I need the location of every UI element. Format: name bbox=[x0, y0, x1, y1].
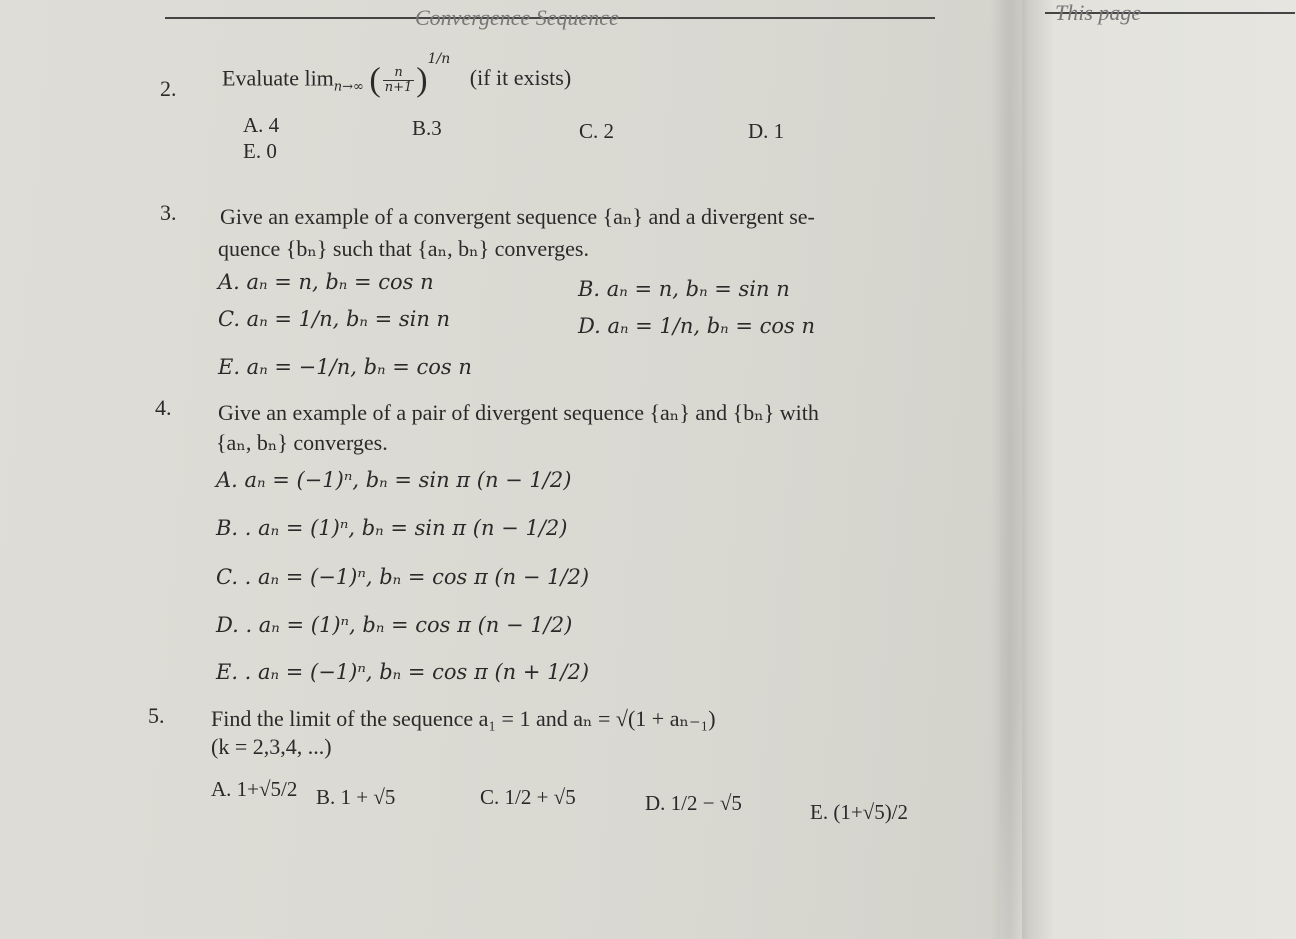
question-5-option-c: C. 1/2 + √5 bbox=[480, 785, 576, 809]
question-2-option-c: C. 2 bbox=[579, 119, 615, 143]
question-4-option-d: D. . aₙ = (1)ⁿ, bₙ = cos π (n − 1/2) bbox=[216, 613, 573, 637]
question-3-line-2: quence {bₙ} such that {aₙ, bₙ} converges. bbox=[218, 236, 589, 261]
question-5-line-2: (k = 2,3,4, ...) bbox=[211, 734, 332, 759]
question-2-prefix: Evaluate lim bbox=[222, 65, 334, 91]
question-4-number: 4. bbox=[155, 395, 172, 420]
question-2-fraction bbox=[383, 66, 415, 94]
question-3-option-b: B. aₙ = n, bₙ = sin n bbox=[578, 277, 790, 301]
question-5-option-d: D. 1/2 − √5 bbox=[645, 791, 742, 815]
question-3-option-c: C. aₙ = 1/n, bₙ = sin n bbox=[218, 307, 451, 331]
question-3-option-a: A. aₙ = n, bₙ = cos n bbox=[218, 270, 434, 294]
question-2-frac-den: n+1 bbox=[384, 79, 413, 95]
header-rule-right bbox=[1045, 0, 1295, 25]
question-4-option-a: A. aₙ = (−1)ⁿ, bₙ = sin π (n − 1/2) bbox=[216, 468, 572, 492]
header-rule bbox=[165, 5, 935, 30]
question-2-number: 2. bbox=[160, 76, 177, 101]
question-4-option-e: E. . aₙ = (−1)ⁿ, bₙ = cos π (n + 1/2) bbox=[216, 660, 590, 684]
question-5-line-1: Find the limit of the sequence a₁ = 1 and aₙ = √(1 + aₙ₋₁) bbox=[211, 706, 716, 731]
question-2-suffix: (if it exists) bbox=[469, 65, 572, 91]
question-5-option-e: E. (1+√5)/2 bbox=[810, 800, 909, 824]
question-4-option-c: C. . aₙ = (−1)ⁿ, bₙ = cos π (n − 1/2) bbox=[216, 565, 590, 589]
question-2-option-d: D. 1 bbox=[748, 119, 785, 143]
question-3-option-e: E. aₙ = −1/n, bₙ = cos n bbox=[218, 355, 472, 379]
question-2-prompt: Evaluate $\lim_{n\to\infty}$ ( $\frac{n}{n+1}$ )$^{1/n}$ (if it exists) bbox=[222, 51, 572, 99]
question-3-line-1: Give an example of a convergent sequence {aₙ} and a divergent se- bbox=[220, 204, 815, 229]
question-5-option-b: B. 1 + √5 bbox=[316, 785, 396, 809]
question-2-option-b: B.3 bbox=[412, 116, 442, 140]
page-fold bbox=[990, 0, 1030, 939]
question-4-line-2: {aₙ, bₙ} converges. bbox=[216, 430, 388, 455]
question-3-option-d: D. aₙ = 1/n, bₙ = cos n bbox=[578, 314, 816, 338]
question-2-exponent: 1/n bbox=[427, 51, 451, 67]
question-2-option-a: A. 4 bbox=[243, 113, 280, 137]
question-4-option-b: B. . aₙ = (1)ⁿ, bₙ = sin π (n − 1/2) bbox=[216, 516, 568, 540]
adjacent-page bbox=[1022, 0, 1296, 939]
header-title-right: This page bbox=[1055, 0, 1142, 25]
question-5-option-a: A. 1+√5/2 bbox=[211, 777, 298, 801]
question-2-frac-num: n bbox=[383, 66, 415, 81]
question-2-option-e: E. 0 bbox=[243, 139, 277, 163]
header-title: Convergence Sequence bbox=[415, 5, 619, 30]
question-5-number: 5. bbox=[148, 703, 165, 728]
question-3-number: 3. bbox=[160, 200, 177, 225]
question-4-line-1: Give an example of a pair of divergent sequence {aₙ} and {bₙ} with bbox=[218, 400, 819, 425]
question-2-limit-sub: n→∞ bbox=[333, 79, 364, 95]
